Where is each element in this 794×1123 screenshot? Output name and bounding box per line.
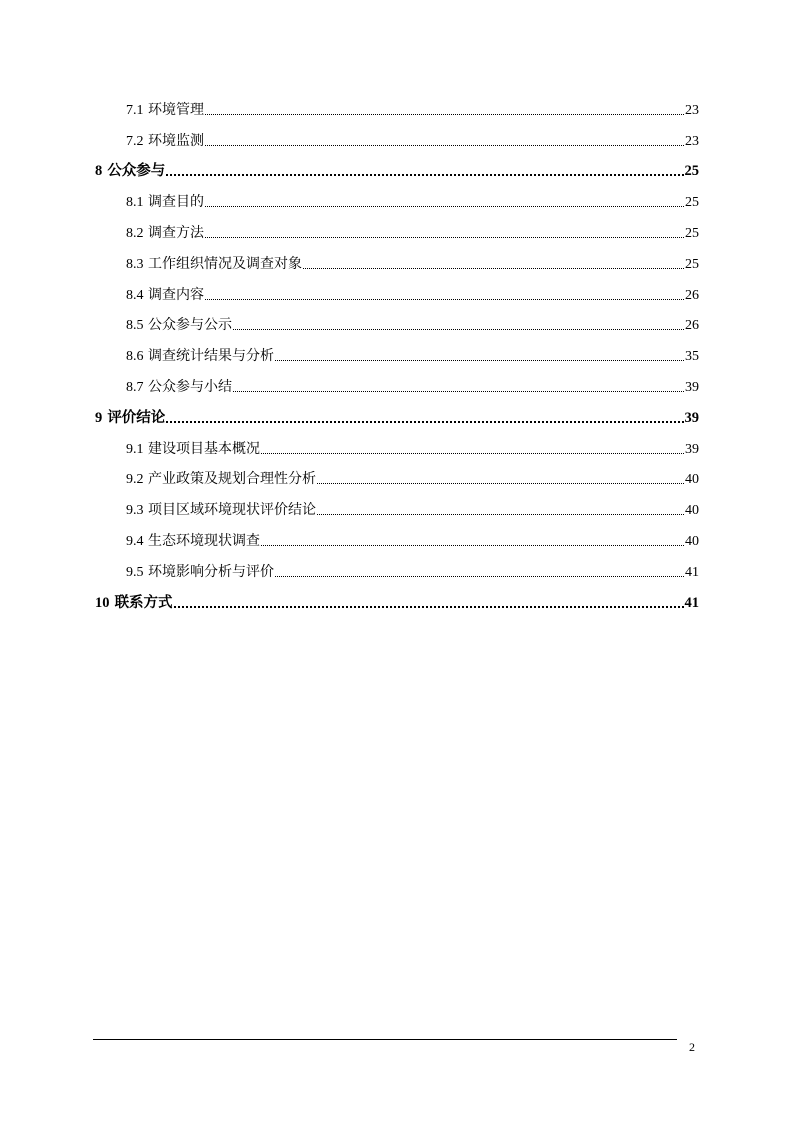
toc-entry-number: 8.6 <box>126 349 144 365</box>
dot-leader <box>205 145 684 146</box>
toc-entry-label <box>126 376 232 396</box>
toc-entry-page: 26 <box>685 318 699 334</box>
toc-entry-number: 9.3 <box>126 503 144 519</box>
toc-entry-label <box>95 406 165 427</box>
toc-entry-number: 8.7 <box>126 379 144 395</box>
toc-entry-page: 41 <box>684 594 699 611</box>
dot-leader <box>317 483 684 484</box>
toc-entry-page: 26 <box>685 287 699 303</box>
toc-entry-page: 39 <box>685 441 699 457</box>
dot-leader <box>205 237 684 238</box>
toc-entry-title: 生态环境现状调查 <box>147 532 260 549</box>
toc-entry-title: 调查内容 <box>147 286 204 303</box>
footer-divider <box>93 1039 677 1040</box>
toc-entry[interactable] <box>95 215 699 246</box>
toc-entry-page: 40 <box>685 503 699 519</box>
toc-entry-title: 评价结论 <box>107 408 166 426</box>
toc-entry-label <box>126 345 274 365</box>
dot-leader <box>303 268 684 269</box>
toc-entry-number: 9.1 <box>126 441 144 457</box>
toc-entry[interactable] <box>95 554 699 585</box>
toc-entry-title: 环境影响分析与评价 <box>147 563 274 580</box>
toc-entry[interactable] <box>95 462 699 493</box>
toc-entry[interactable] <box>95 92 699 123</box>
toc-entry[interactable] <box>95 308 699 339</box>
toc-entry[interactable] <box>95 184 699 215</box>
toc-entry-number: 9.5 <box>126 564 144 580</box>
dot-leader <box>275 576 684 577</box>
toc-entry[interactable] <box>95 277 699 308</box>
toc-entry[interactable] <box>95 338 699 369</box>
toc-chapter-entry[interactable] <box>95 585 699 616</box>
toc-entry-number: 8 <box>95 163 103 180</box>
toc-entry-title: 产业政策及规划合理性分析 <box>147 471 316 488</box>
toc-entry-number: 7.1 <box>126 102 144 118</box>
toc-entry-label <box>95 159 165 180</box>
toc-entry-page: 35 <box>685 349 699 365</box>
toc-entry-number: 9.4 <box>126 533 144 549</box>
toc-entry-page: 25 <box>684 163 699 180</box>
toc-entry-label <box>95 591 173 612</box>
toc-entry-title: 公众参与 <box>107 162 166 180</box>
dot-leader <box>233 391 684 392</box>
toc-entry-label <box>126 130 204 150</box>
toc-entry-title: 环境管理 <box>147 101 204 118</box>
toc-entry-label <box>126 253 302 273</box>
toc-entry-label <box>126 468 316 488</box>
toc-entry-title: 工作组织情况及调查对象 <box>147 255 302 272</box>
toc-entry-title: 调查统计结果与分析 <box>147 348 274 365</box>
toc-entry-title: 环境监测 <box>147 132 204 149</box>
toc-entry-page: 41 <box>685 564 699 580</box>
toc-entry-label <box>126 191 204 211</box>
toc-entry-number: 9 <box>95 409 103 426</box>
dot-leader <box>174 606 684 608</box>
dot-leader <box>233 329 684 330</box>
toc-entry-label <box>126 438 260 458</box>
toc-entry-title: 项目区域环境现状评价结论 <box>147 502 316 519</box>
toc-entry-page: 40 <box>685 533 699 549</box>
toc-entry[interactable] <box>95 246 699 277</box>
dot-leader <box>205 114 684 115</box>
toc-entry-page: 23 <box>685 133 699 149</box>
toc-chapter-entry[interactable] <box>95 400 699 431</box>
toc-entry-number: 8.4 <box>126 287 144 303</box>
toc-entry-number: 8.2 <box>126 225 144 241</box>
dot-leader <box>261 453 684 454</box>
toc-entry-number: 7.2 <box>126 133 144 149</box>
dot-leader <box>261 545 684 546</box>
toc-entry-page: 25 <box>685 256 699 272</box>
dot-leader <box>205 299 684 300</box>
toc-entry-title: 公众参与公示 <box>147 317 232 334</box>
toc-entry-number: 8.3 <box>126 256 144 272</box>
dot-leader <box>166 421 683 423</box>
toc-entry[interactable] <box>95 431 699 462</box>
toc-entry[interactable] <box>95 523 699 554</box>
toc-entry-page: 23 <box>685 102 699 118</box>
toc-entry-title: 调查方法 <box>147 224 204 241</box>
dot-leader <box>317 514 684 515</box>
toc-entry[interactable] <box>95 123 699 154</box>
dot-leader <box>166 174 683 176</box>
page-number: 2 <box>689 1040 695 1054</box>
toc-entry-label <box>126 284 204 304</box>
toc-entry-page: 25 <box>685 225 699 241</box>
toc-entry-number: 10 <box>95 594 110 611</box>
dot-leader <box>205 206 684 207</box>
toc-entry[interactable] <box>95 369 699 400</box>
toc-entry-title: 建设项目基本概况 <box>147 440 260 457</box>
toc-entry-page: 25 <box>685 195 699 211</box>
toc-entry-label <box>126 99 204 119</box>
toc-entry-page: 39 <box>684 409 699 426</box>
toc-entry-number: 9.2 <box>126 472 144 488</box>
dot-leader <box>275 360 684 361</box>
toc-entry-title: 调查目的 <box>147 194 204 211</box>
toc-entry-label <box>126 499 316 519</box>
toc-entry-title: 公众参与小结 <box>147 378 232 395</box>
toc-entry-title: 联系方式 <box>114 593 173 611</box>
toc-entry-label <box>126 561 274 581</box>
toc-entry-label <box>126 530 260 550</box>
toc-entry-page: 39 <box>685 379 699 395</box>
toc-entry-page: 40 <box>685 472 699 488</box>
toc-entry-number: 8.1 <box>126 195 144 211</box>
toc-entry-number: 8.5 <box>126 318 144 334</box>
toc-entry-label <box>126 222 204 242</box>
toc-chapter-entry[interactable] <box>95 154 699 185</box>
toc-entry[interactable] <box>95 492 699 523</box>
toc-entry-label <box>126 314 232 334</box>
table-of-contents <box>95 92 699 616</box>
